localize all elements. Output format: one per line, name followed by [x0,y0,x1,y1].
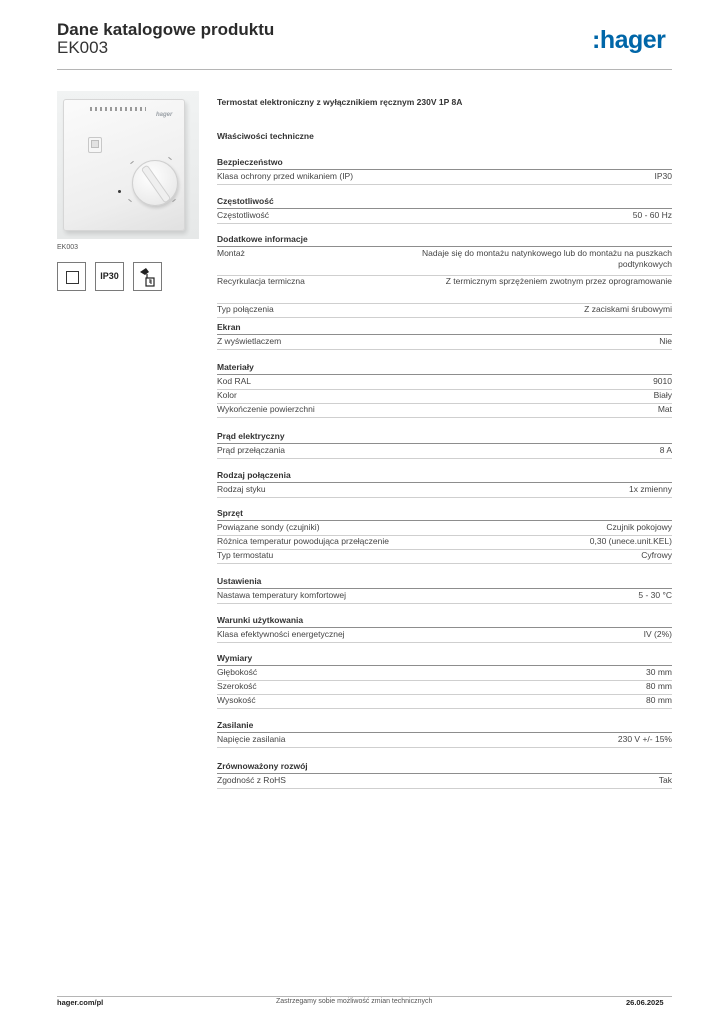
indicator-led [118,190,121,193]
section-title: Materiały [217,362,254,372]
dial-tick [130,161,134,164]
spec-value: 0,30 (unece.unit.KEL) [589,536,672,546]
spec-value: Czujnik pokojowy [606,522,672,532]
spec-value: 5 - 30 °C [638,590,672,600]
spec-label: Wysokość [217,695,256,705]
footer-website[interactable]: hager.com/pl [57,998,104,1007]
row-divider [217,708,672,709]
section-divider [217,246,672,247]
section-title: Wymiary [217,653,253,663]
spec-value: 230 V +/- 15% [617,734,672,744]
section-title: Zrównoważony rozwój [217,761,308,771]
row-divider [217,317,672,318]
section-title: Zasilanie [217,720,254,730]
spec-label: Kolor [217,390,237,400]
double-square-icon [66,271,79,284]
spec-label: Prąd przełączania [217,445,286,455]
section-title: Dodatkowe informacje [217,234,308,244]
row-divider [217,603,672,604]
spec-value: Biały [653,390,672,400]
footer-disclaimer: Zastrzegamy sobie możliwość zmian technicznych [276,998,433,1005]
section-title: Ekran [217,322,241,332]
spec-value: 50 - 60 Hz [632,210,672,220]
spec-value: Nie [659,336,672,346]
row-divider [217,184,672,185]
spec-label: Powiązane sondy (czujniki) [217,522,320,532]
section-divider [217,588,672,589]
ip-rating-label: IP30 [100,271,119,281]
spec-label: Różnica temperatur powodująca przełączenie [217,536,389,546]
spec-value: Mat [657,404,672,414]
dial-tick [128,199,132,202]
spec-label: Wykończenie powierzchni [217,404,315,414]
section-title: Sprzęt [217,508,243,518]
pour-hand-icon [133,262,162,291]
spec-label: Głębokość [217,667,258,677]
spec-label: Z wyświetlaczem [217,336,282,346]
ip-rating-icon [95,262,124,291]
section-divider [217,169,672,170]
spec-value: 80 mm [646,695,672,705]
row-divider [217,788,672,789]
spec-label: Typ połączenia [217,304,274,314]
section-title: Ustawienia [217,576,262,586]
spec-value: Z zaciskami śrubowymi [584,304,672,314]
section-title: Częstotliwość [217,196,274,206]
product-photo [57,91,199,239]
spec-label: Montaż [217,248,245,258]
spec-label: Typ termostatu [217,550,274,560]
header-divider [57,69,672,70]
section-title: Bezpieczeństwo [217,157,283,167]
section-divider [217,482,672,483]
dial-tick [168,157,172,160]
logo-text: :hager [592,26,666,54]
section-divider [217,334,672,335]
row-divider [217,417,672,418]
spec-label: Częstotliwość [217,210,269,220]
spec-value: 80 mm [646,681,672,691]
footer-date: 26.06.2025 [626,998,664,1007]
spec-value: Tak [658,775,672,785]
spec-value: 9010 [653,376,672,386]
hager-logo [592,26,665,55]
row-divider [217,458,672,459]
spec-label: Szerokość [217,681,257,691]
spec-value: Z termicznym sprzężeniem zwotnym przez oprogramowanie [445,276,672,286]
section-divider [217,627,672,628]
section-title: Prąd elektryczny [217,431,285,441]
footer-divider [57,996,672,997]
section-divider [217,520,672,521]
spec-label: Klasa efektywności energetycznej [217,629,345,639]
spec-label: Rodzaj styku [217,484,266,494]
row-divider [217,497,672,498]
section-divider [217,732,672,733]
section-title: Warunki użytkowania [217,615,304,625]
row-divider [217,563,672,564]
temperature-dial [132,160,178,206]
technical-properties-heading: Właściwości techniczne [217,131,314,141]
section-divider [217,374,672,375]
spec-value: Nadaje się do montażu natynkowego lub do montażu na puszkach podtynkowych [422,248,672,269]
row-divider [217,642,672,643]
spec-value: IV (2%) [643,629,672,639]
document-title: Dane katalogowe produktu [57,20,275,39]
spec-value: IP30 [654,171,672,181]
spec-label: Klasa ochrony przed wnikaniem (IP) [217,171,354,181]
dial-tick [172,199,176,202]
section-divider [217,773,672,774]
vent-slots [90,107,146,111]
device-brand: hager [156,112,173,118]
spec-label: Zgodność z RoHS [217,775,286,785]
section-divider [217,665,672,666]
spec-label: Nastawa temperatury komfortowej [217,590,346,600]
spec-label: Napięcie zasilania [217,734,286,744]
product-code: EK003 [57,38,109,57]
row-divider [217,747,672,748]
spec-value: 1x zmienny [629,484,672,494]
section-divider [217,443,672,444]
manual-switch [88,137,102,153]
spec-value: 30 mm [646,667,672,677]
spec-label: Kod RAL [217,376,252,386]
spec-value: 8 A [659,445,672,455]
section-divider [217,208,672,209]
class-ii-icon [57,262,86,291]
pour-hand-symbol [138,266,158,288]
thermostat-image [63,99,185,231]
row-divider [217,223,672,224]
row-divider [217,349,672,350]
spec-label: Recyrkulacja termiczna [217,276,305,286]
product-title: Termostat elektroniczny z wyłącznikiem ręcznym 230V 1P 8A [217,97,463,107]
section-title: Rodzaj połączenia [217,470,291,480]
photo-caption: EK003 [57,244,79,251]
spec-value: Cyfrowy [641,550,672,560]
